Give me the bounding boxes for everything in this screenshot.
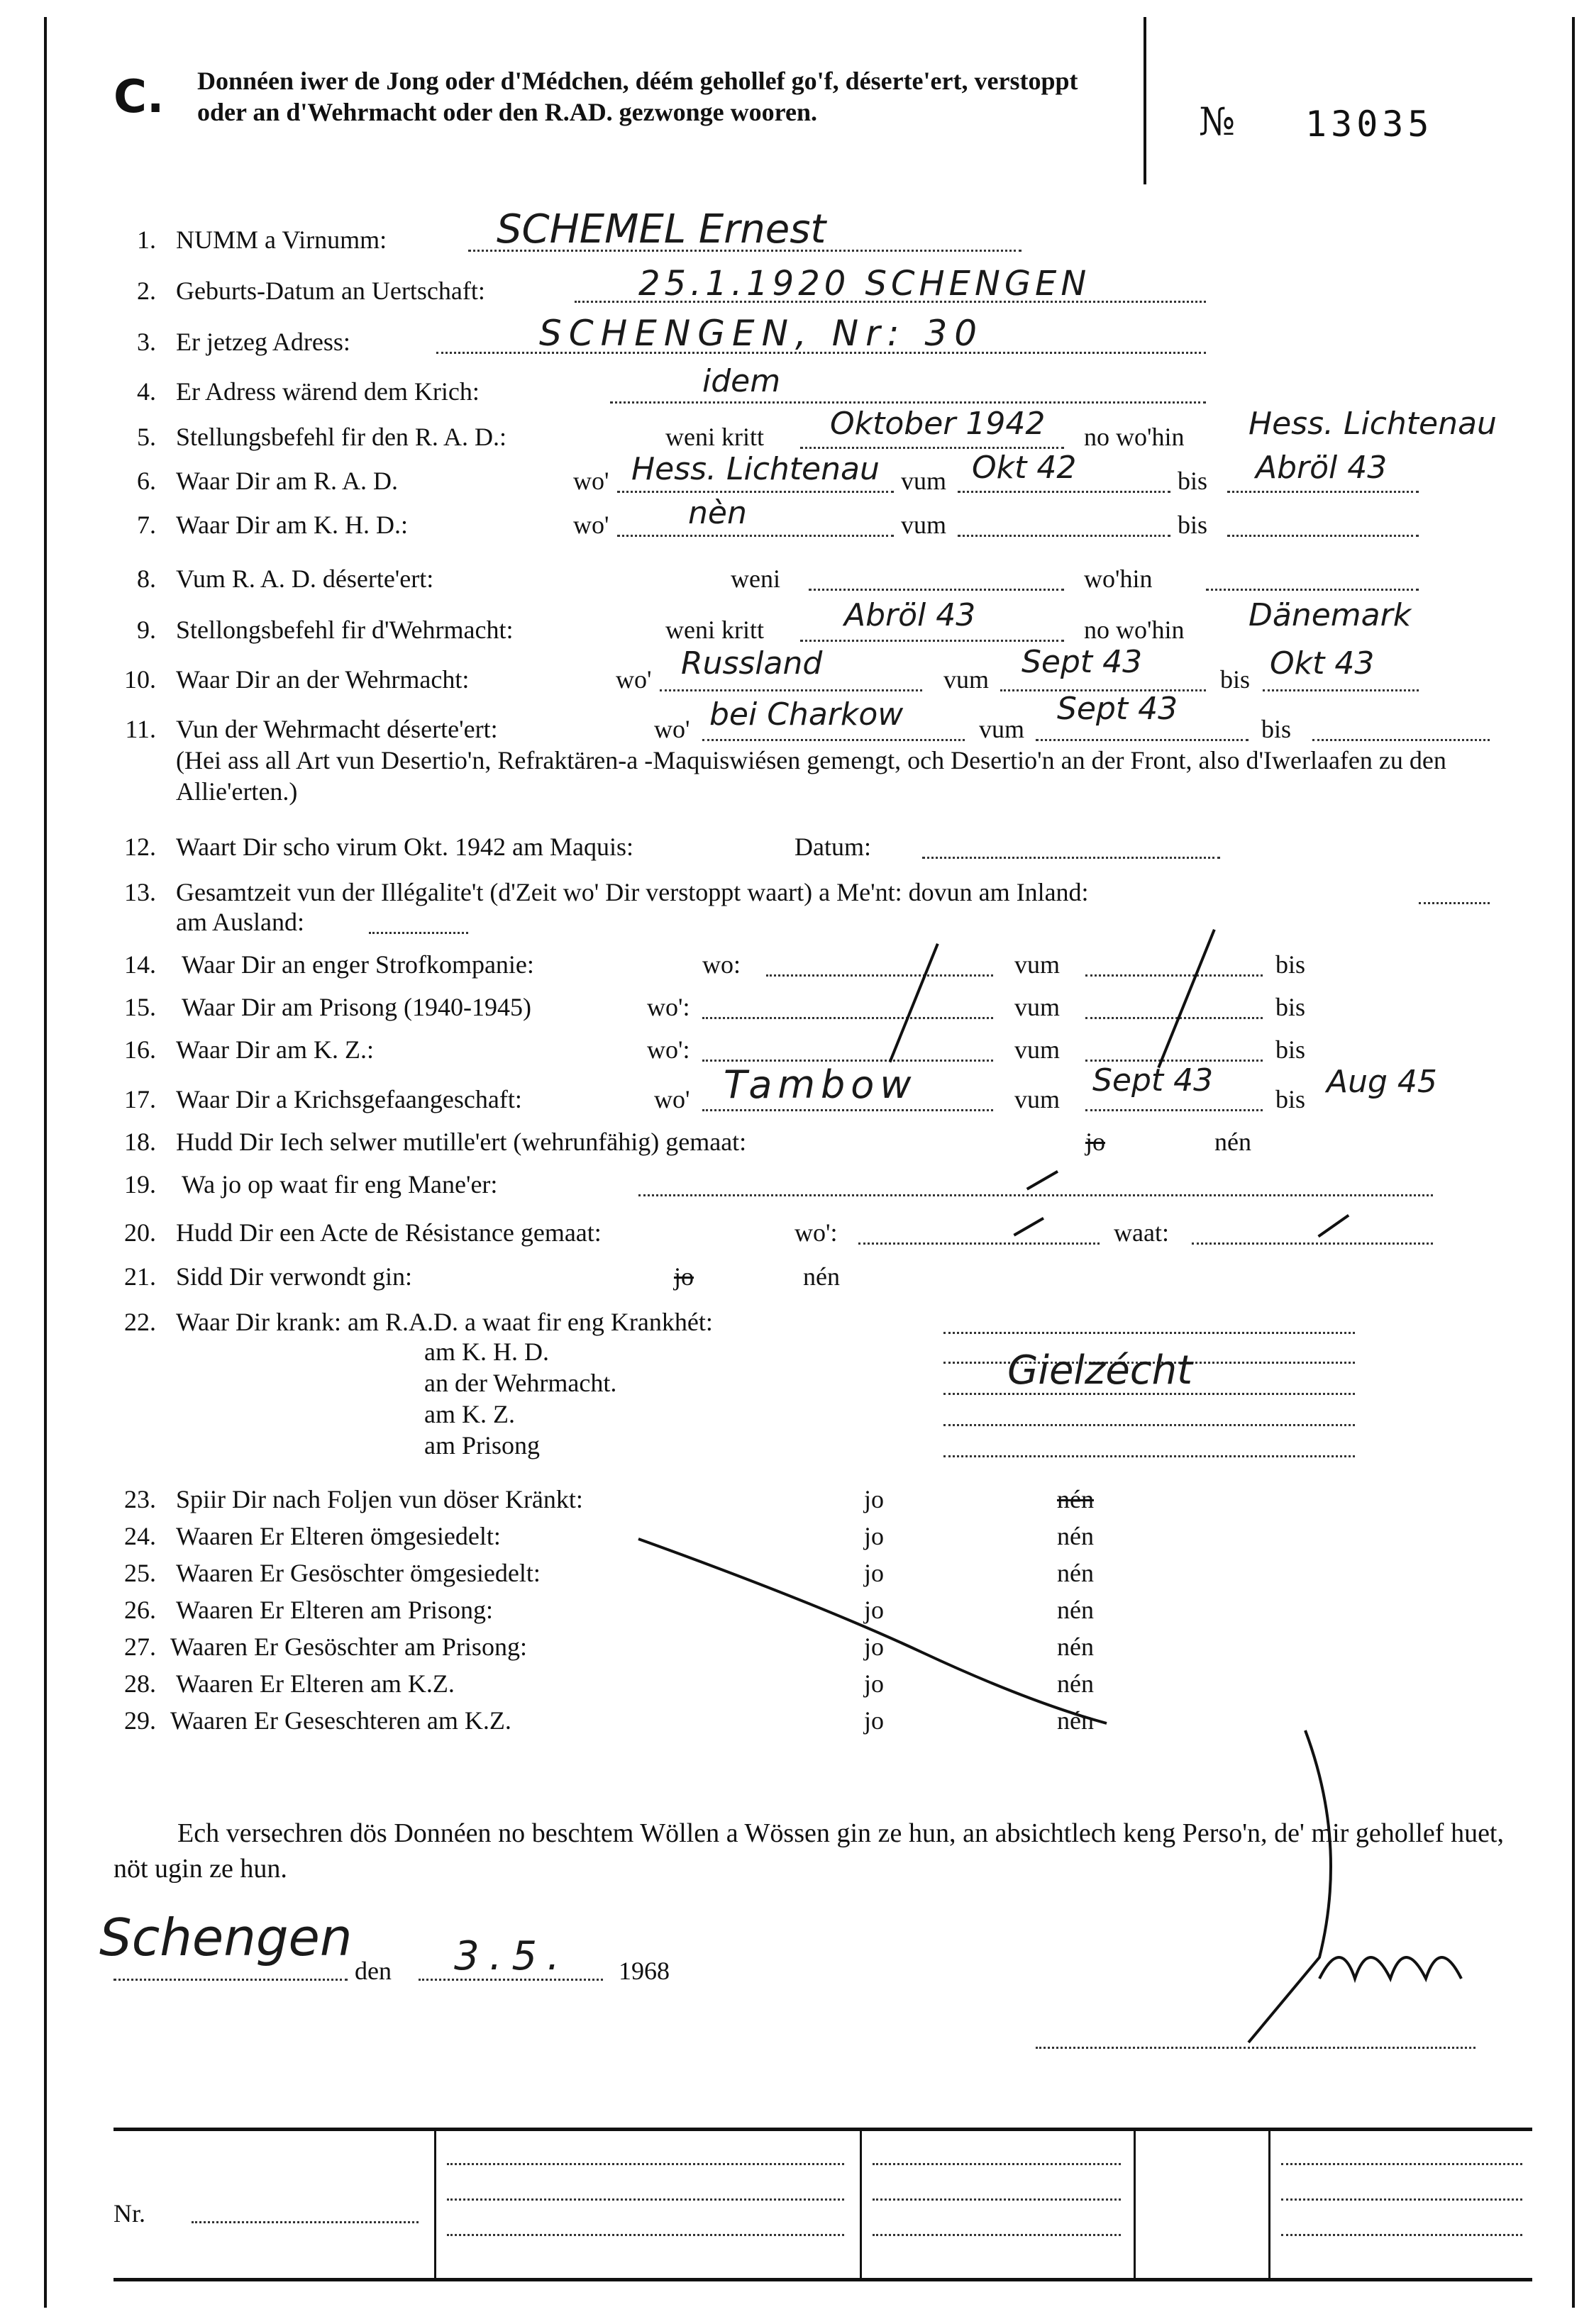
footer-fill-line [447,2198,844,2201]
address-value[interactable]: SCHENGEN, Nr: 30 [539,313,985,354]
place-signature[interactable]: Schengen [99,1908,353,1967]
field-number: 15. [124,993,156,1021]
field-label: Waar Dir krank: am R.A.D. a waat fir eng Krankhét: [176,1308,713,1336]
jo-option[interactable]: jo [1085,1128,1106,1156]
jo-option[interactable]: jo [864,1485,885,1513]
field-label: Waaren Er Elteren am Prisong: [176,1596,493,1624]
field-label: Waar Dir am K. H. D.: [176,511,409,539]
waat-label: waat: [1114,1218,1169,1247]
field-label: Stellungsbefehl fir den R. A. D.: [176,423,506,451]
field-label: Waaren Er Gesöschter ömgesiedelt: [176,1559,541,1587]
field-number: 6. [137,467,156,495]
war-address-value[interactable]: idem [702,363,781,399]
footer-fill-line [873,2198,1121,2201]
sub-label: am K. H. D. [424,1338,549,1366]
fill-line [114,1979,348,1981]
field-label: Waaren Er Gesöschter am Prisong: [170,1633,527,1661]
nr-label: Nr. [114,2199,145,2228]
field-label: Vun der Wehrmacht déserte'ert: [176,715,498,743]
wo-label: wo: [702,950,741,979]
field-label: Waar Dir am K. Z.: [176,1035,374,1064]
datum-label: Datum: [794,833,871,861]
field-number: 19. [124,1170,156,1199]
field-number: 26. [124,1596,156,1624]
field-number: 24. [124,1522,156,1550]
bis-label: bis [1261,715,1292,743]
bis-label: bis [1275,993,1306,1021]
vum-label: vum [901,511,947,539]
wo-label: wo' [616,665,652,694]
footer-rule-top [114,2128,1532,2131]
field-label: Wa jo op waat fir eng Mane'er: [182,1170,498,1199]
desertion-date[interactable]: Sept 43 [1057,691,1178,727]
khd-place[interactable]: nèn [688,495,747,531]
footer-fill-line [447,2163,844,2165]
bis-label: bis [1275,1035,1306,1064]
field-number: 20. [124,1218,156,1247]
name-value[interactable]: SCHEMEL Ernest [497,206,826,252]
field-label: Waaren Er Elteren am K.Z. [176,1669,455,1698]
bis-label: bis [1275,1085,1306,1113]
vum-label: vum [1014,1035,1061,1064]
pow-to[interactable]: Aug 45 [1327,1064,1437,1100]
footer-fill-line [1281,2163,1522,2165]
vum-label: vum [1014,950,1061,979]
field-label: Waar Dir an der Wehrmacht: [176,665,470,694]
form-number: 13035 [1305,104,1434,145]
field-number: 12. [124,833,156,861]
field-label: NUMM a Virnumm: [176,226,387,254]
field-label: Er Adress wärend dem Krich: [176,377,480,406]
illness-value[interactable]: Gielzécht [1007,1347,1193,1394]
nen-option[interactable]: nén [803,1262,840,1291]
jo-option[interactable]: jo [674,1262,694,1291]
signature-stroke [1319,1957,1461,1979]
wo-label: wo' [654,715,690,743]
footer-fill-line [1281,2198,1522,2201]
field-number: 25. [124,1559,156,1587]
field-label: Waar Dir a Krichsgefaangeschaft: [176,1085,522,1113]
nr-fill-line[interactable] [192,2221,419,2223]
rad-order-date[interactable]: Oktober 1942 [830,406,1046,442]
footer-fill-line [873,2234,1121,2236]
footer-rule-bottom [114,2278,1532,2281]
declaration-text: Ech versechren dös Donnéen no beschtem Wöllen a Wössen gin ze hun, an absichtlech keng Perso'n, de' mir gehollef huet, nöt ugin ze hun. [114,1818,1504,1884]
bis-label: bis [1178,467,1208,495]
field-number: 23. [124,1485,156,1513]
nen-option[interactable]: nén [1214,1128,1251,1156]
wehrmacht-from[interactable]: Sept 43 [1022,644,1143,680]
field-label: Gesamtzeit vun der Illégalite't (d'Zeit wo' Dir verstoppt waart) a Me'nt: dovun am Inland: [176,878,1089,906]
nowohin-label: no wo'hin [1084,423,1185,451]
field-number: 13. [124,878,156,906]
field-label: Er jetzeg Adress: [176,328,350,356]
sub-label: am K. Z. [424,1400,515,1428]
jo-option[interactable]: jo [864,1706,885,1735]
field-label: Hudd Dir een Acte de Résistance gemaat: [176,1218,602,1247]
vum-label: vum [901,467,947,495]
signature-line [1036,2047,1476,2049]
field-label: am Ausland: [176,908,304,936]
rad-to[interactable]: Abröl 43 [1256,450,1388,486]
field-number: 21. [124,1262,156,1291]
footer-divider [1268,2128,1270,2281]
desertion-note: (Hei ass all Art vun Desertio'n, Refraktären-a -Maquiswiésen gemengt, och Desertio'n an der Front, also d'Iwerlaafen zu den Allie'erten.) [176,746,1446,806]
field-number: 29. [124,1706,156,1735]
vum-label: vum [979,715,1025,743]
wehrmacht-order-date[interactable]: Abröl 43 [844,597,976,633]
field-label: Hudd Dir Iech selwer mutille'ert (wehrunfähig) gemaat: [176,1128,747,1156]
footer-divider [860,2128,862,2281]
nen-option[interactable]: nén [1057,1522,1094,1550]
bis-label: bis [1178,511,1208,539]
wo-label: wo': [794,1218,838,1247]
wo-label: wo' [654,1085,690,1113]
nen-option[interactable]: nén [1057,1485,1094,1513]
field-number: 16. [124,1035,156,1064]
jo-option[interactable]: jo [864,1633,885,1661]
number-symbol: № [1199,99,1236,144]
weni-label: weni kritt [665,423,764,451]
sub-label: an der Wehrmacht. [424,1369,617,1397]
field-number: 11. [125,715,156,743]
field-label: Waaren Er Geseschteren am K.Z. [170,1706,511,1735]
sign-date[interactable]: 3.5. [454,1933,570,1979]
jo-option[interactable]: jo [864,1596,885,1624]
field-number: 9. [137,616,156,644]
field-label: Waar Dir an enger Strofkompanie: [182,950,534,979]
rad-from[interactable]: Okt 42 [972,450,1077,486]
vum-label: vum [1014,993,1061,1021]
field-number: 4. [137,377,156,406]
field-label: Spiir Dir nach Foljen vun döser Kränkt: [176,1485,583,1513]
wo-label: wo' [573,467,609,495]
bis-label: bis [1275,950,1306,979]
footer-divider [1134,2128,1136,2281]
wo-label: wo': [647,1035,690,1064]
field-number: 14. [124,950,156,979]
rad-order-place[interactable]: Hess. Lichtenau [1248,406,1497,442]
nen-option[interactable]: nén [1057,1633,1094,1661]
nowohin-label: no wo'hin [1084,616,1185,644]
wo-label: wo': [647,993,690,1021]
desertion-place[interactable]: bei Charkow [709,696,904,733]
field-number: 2. [137,277,156,305]
field-label: Waaren Er Elteren ömgesiedelt: [176,1522,501,1550]
field-label: Waart Dir scho virum Okt. 1942 am Maquis: [176,833,633,861]
field-number: 27. [124,1633,156,1661]
field-label: Waar Dir am R. A. D. [176,467,399,495]
weni-label: weni [731,565,780,593]
jo-option[interactable]: jo [864,1522,885,1550]
field-number: 17. [124,1085,156,1113]
field-number: 5. [137,423,156,451]
field-label: Waar Dir am Prisong (1940-1945) [182,993,531,1021]
footer-fill-line [447,2234,844,2236]
field-label: Sidd Dir verwondt gin: [176,1262,412,1291]
section-letter: C. [114,71,165,123]
rad-place[interactable]: Hess. Lichtenau [631,451,880,487]
field-number: 28. [124,1669,156,1698]
vum-label: vum [1014,1085,1061,1113]
birth-value[interactable]: 25.1.1920 SCHENGEN [638,264,1091,304]
nen-option[interactable]: nén [1057,1706,1094,1735]
jo-option[interactable]: jo [864,1559,885,1587]
field-number: 8. [137,565,156,593]
footer-fill-line [873,2163,1121,2165]
field-number: 22. [124,1308,156,1336]
pow-from[interactable]: Sept 43 [1092,1062,1214,1099]
weni-label: weni kritt [665,616,764,644]
nen-option[interactable]: nén [1057,1596,1094,1624]
wehrmacht-order-place[interactable]: Dänemark [1248,597,1412,633]
wohin-label: wo'hin [1084,565,1153,593]
wehrmacht-place[interactable]: Russland [681,645,823,682]
field-label: Geburts-Datum an Uertschaft: [176,277,485,305]
field-label: Vum R. A. D. déserte'ert: [176,565,434,593]
field-number: 18. [124,1128,156,1156]
sub-label: am Prisong [424,1431,541,1460]
field-label: Stellongsbefehl fir d'Wehrmacht: [176,616,514,644]
field-number: 10. [124,665,156,694]
pow-place[interactable]: Tambow [724,1062,917,1107]
year-label: 1968 [619,1957,670,1985]
section-title: Donnéen iwer de Jong oder d'Médchen, déém gehollef go'f, déserte'ert, verstoppt oder an d'Wehrmacht oder den R.AD. gezwonge wooren. [197,67,1078,126]
jo-option[interactable]: jo [864,1669,885,1698]
footer-divider [434,2128,436,2281]
nen-option[interactable]: nén [1057,1669,1094,1698]
wehrmacht-to[interactable]: Okt 43 [1270,645,1375,682]
field-number: 7. [137,511,156,539]
field-number: 3. [137,328,156,356]
wo-label: wo' [573,511,609,539]
den-label: den [355,1957,392,1985]
nen-option[interactable]: nén [1057,1559,1094,1587]
vum-label: vum [943,665,990,694]
bis-label: bis [1220,665,1251,694]
field-number: 1. [137,226,156,254]
signature-stroke [1248,1730,1331,2042]
footer-fill-line [1281,2234,1522,2236]
